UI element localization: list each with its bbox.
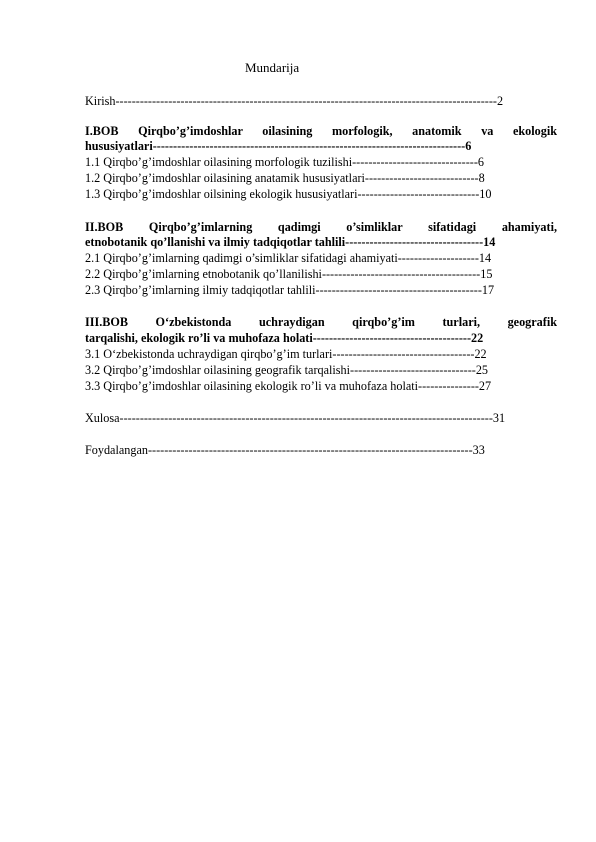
toc-chapter-1-heading: I.BOB Qirqbo’g’imdoshlar oilasining morfologik, anatomik va ekologik [85,124,557,138]
toc-chapter-3-heading-cont: tarqalishi, ekologik ro’li va muhofaza holati---------------------------------------22 [85,331,484,345]
toc-entry-3-1: 3.1 O‘zbekistonda uchraydigan qirqbo’g’im turlari-----------------------------------22 [85,347,487,361]
toc-chapter-2-heading-cont: etnobotanik qo’llanishi va ilmiy tadqiqotlar tahlili----------------------------------14 [85,235,496,249]
toc-entry-1-2: 1.2 Qirqbo’g’imdoshlar oilasining anatamik hususiyatlari----------------------------8 [85,171,485,185]
toc-entry-3-3: 3.3 Qirqbo’g’imdoshlar oilasining ekologik ro’li va muhofaza holati---------------27 [85,379,492,393]
toc-entry-1-1: 1.1 Qirqbo’g’imdoshlar oilasining morfologik tuzilishi-------------------------------6 [85,155,484,169]
toc-entry-1-3: 1.3 Qirqbo’g’imdoshlar oilsining ekologik hususiyatlari------------------------------10 [85,187,492,201]
toc-chapter-3-heading: III.BOB O‘zbekistonda uchraydigan qirqbo’g’im turlari, geografik [85,315,557,329]
toc-entry-3-2: 3.2 Qirqbo’g’imdoshlar oilasining geografik tarqalishi-------------------------------25 [85,363,489,377]
toc-entry-foydalangan: Foydalangan--------------------------------------------------------------------------------33 [85,443,485,457]
toc-entry-kirish: Kirish----------------------------------------------------------------------------------------------2 [85,94,504,108]
toc-chapter-2-heading: II.BOB Qirqbo’g’imlarning qadimgi o’simliklar sifatidagi ahamiyati, [85,220,557,234]
toc-entry-2-3: 2.3 Qirqbo’g’imlarning ilmiy tadqiqotlar tahlili-----------------------------------------17 [85,283,495,297]
toc-chapter-1-heading-cont: hususiyatlari-----------------------------------------------------------------------------6 [85,139,472,153]
toc-entry-xulosa: Xulosa--------------------------------------------------------------------------------------------31 [85,411,506,425]
page-title: Mundarija [245,60,300,75]
toc-entry-2-2: 2.2 Qirqbo’g’imlarning etnobotanik qo’llanilishi---------------------------------------15 [85,267,493,281]
toc-entry-2-1: 2.1 Qirqbo’g’imlarning qadimgi o’simliklar sifatidagi ahamiyati--------------------14 [85,251,492,265]
